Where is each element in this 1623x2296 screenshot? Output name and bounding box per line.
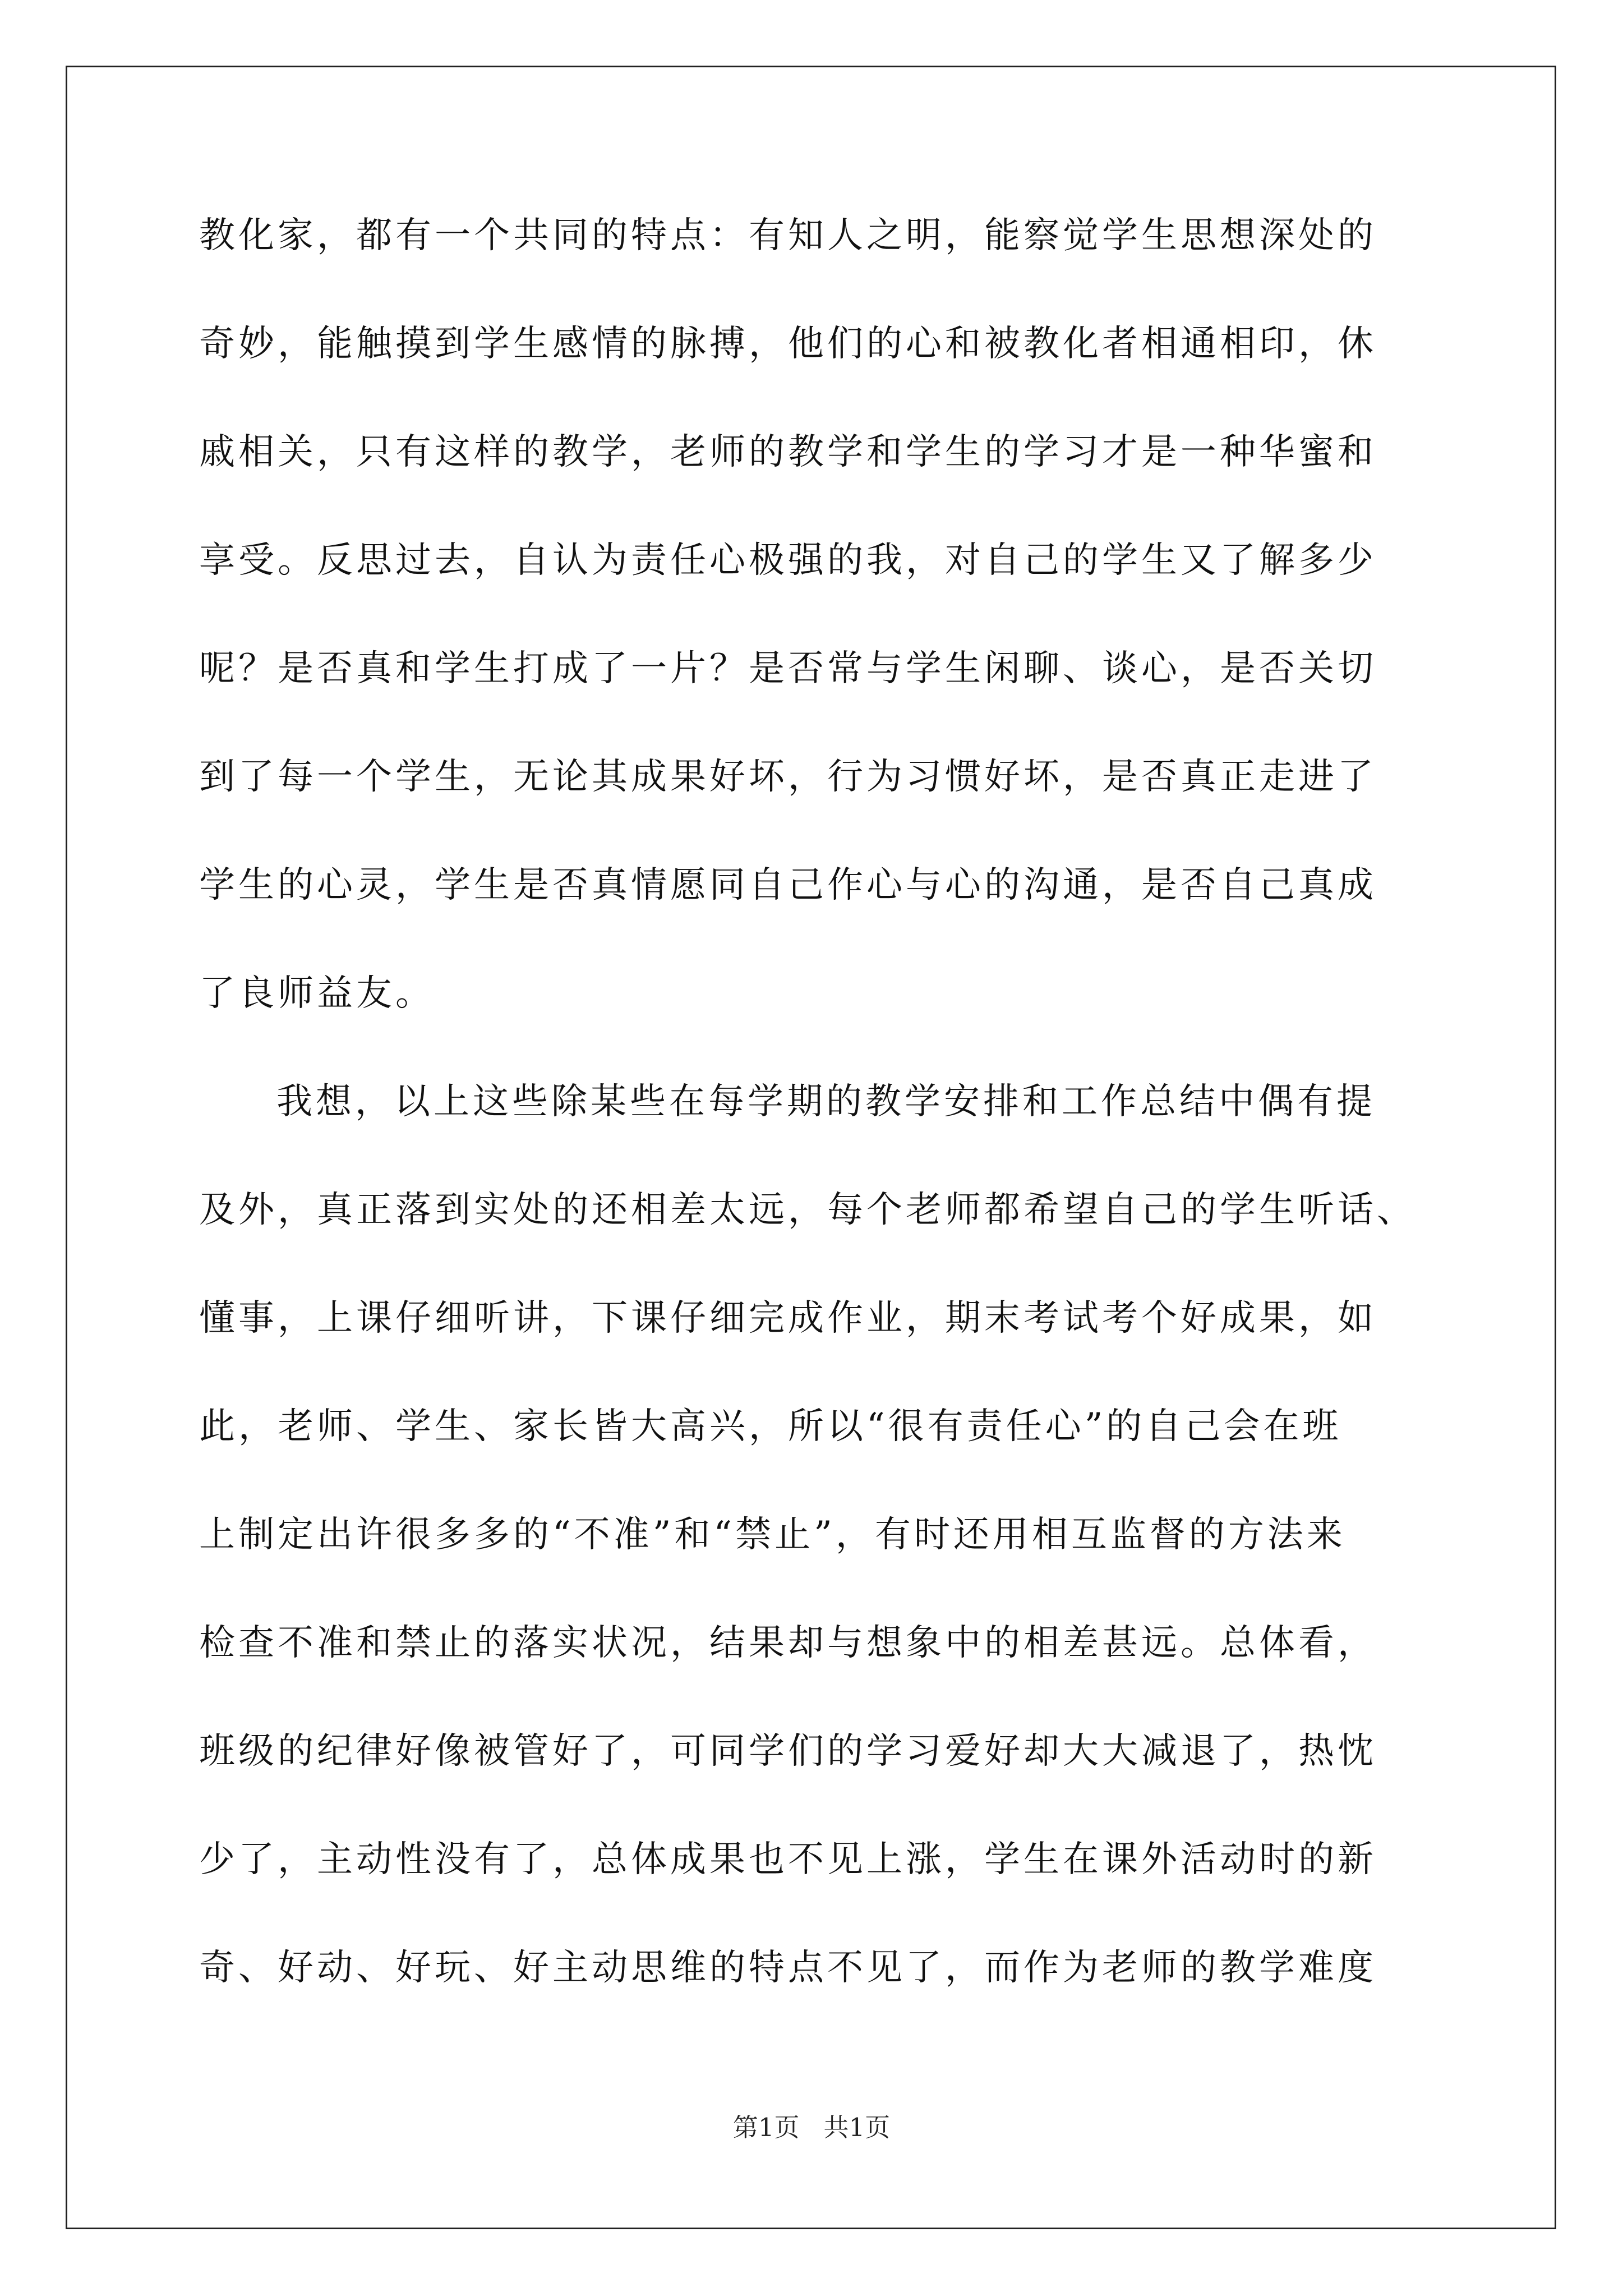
text-line: 奇妙，能触摸到学生感情的脉搏，他们的心和被教化者相通相印，休 [199, 323, 1377, 365]
text-line: 懂事，上课仔细听讲，下课仔细完成作业，期末考试考个好成果，如 [199, 1297, 1377, 1339]
text-line: 检查不准和禁止的落实状况，结果却与想象中的相差甚远。总体看， [199, 1622, 1377, 1664]
text-line: 此，老师、学生、家长皆大高兴，所以“很有责任心”的自己会在班 [199, 1406, 1342, 1447]
text-line: 上制定出许很多多的“不准”和“禁止”，有时还用相互监督的方法来 [199, 1514, 1346, 1556]
text-line: 班级的纪律好像被管好了，可同学们的学习爱好却大大减退了，热忱 [199, 1731, 1377, 1772]
text-line: 奇、好动、好玩、好主动思维的特点不见了，而作为老师的教学难度 [199, 1947, 1377, 1989]
text-line: 呢？是否真和学生打成了一片？是否常与学生闲聊、谈心，是否关切 [199, 648, 1377, 689]
text-line: 少了，主动性没有了，总体成果也不见上涨，学生在课外活动时的新 [199, 1839, 1377, 1880]
text-line: 教化家，都有一个共同的特点：有知人之明，能察觉学生思想深处的 [199, 215, 1377, 256]
text-line: 及外，真正落到实处的还相差太远，每个老师都希望自己的学生听话、 [199, 1189, 1416, 1231]
paragraph-start-line: 我想，以上这些除某些在每学期的教学安排和工作总结中偶有提 [276, 1081, 1376, 1122]
text-line: 享受。反思过去，自认为责任心极强的我，对自己的学生又了解多少 [199, 540, 1377, 581]
text-line: 戚相关，只有这样的教学，老师的教学和学生的学习才是一种华蜜和 [199, 431, 1377, 473]
text-line: 到了每一个学生，无论其成果好坏，行为习惯好坏，是否真正走进了 [199, 756, 1377, 798]
text-line: 学生的心灵，学生是否真情愿同自己作心与心的沟通，是否自己真成 [199, 864, 1377, 906]
document-body [199, 215, 1427, 2058]
text-line: 了良师益友。 [199, 973, 435, 1014]
page-number-footer: 第1页 共1页 [732, 2113, 891, 2142]
